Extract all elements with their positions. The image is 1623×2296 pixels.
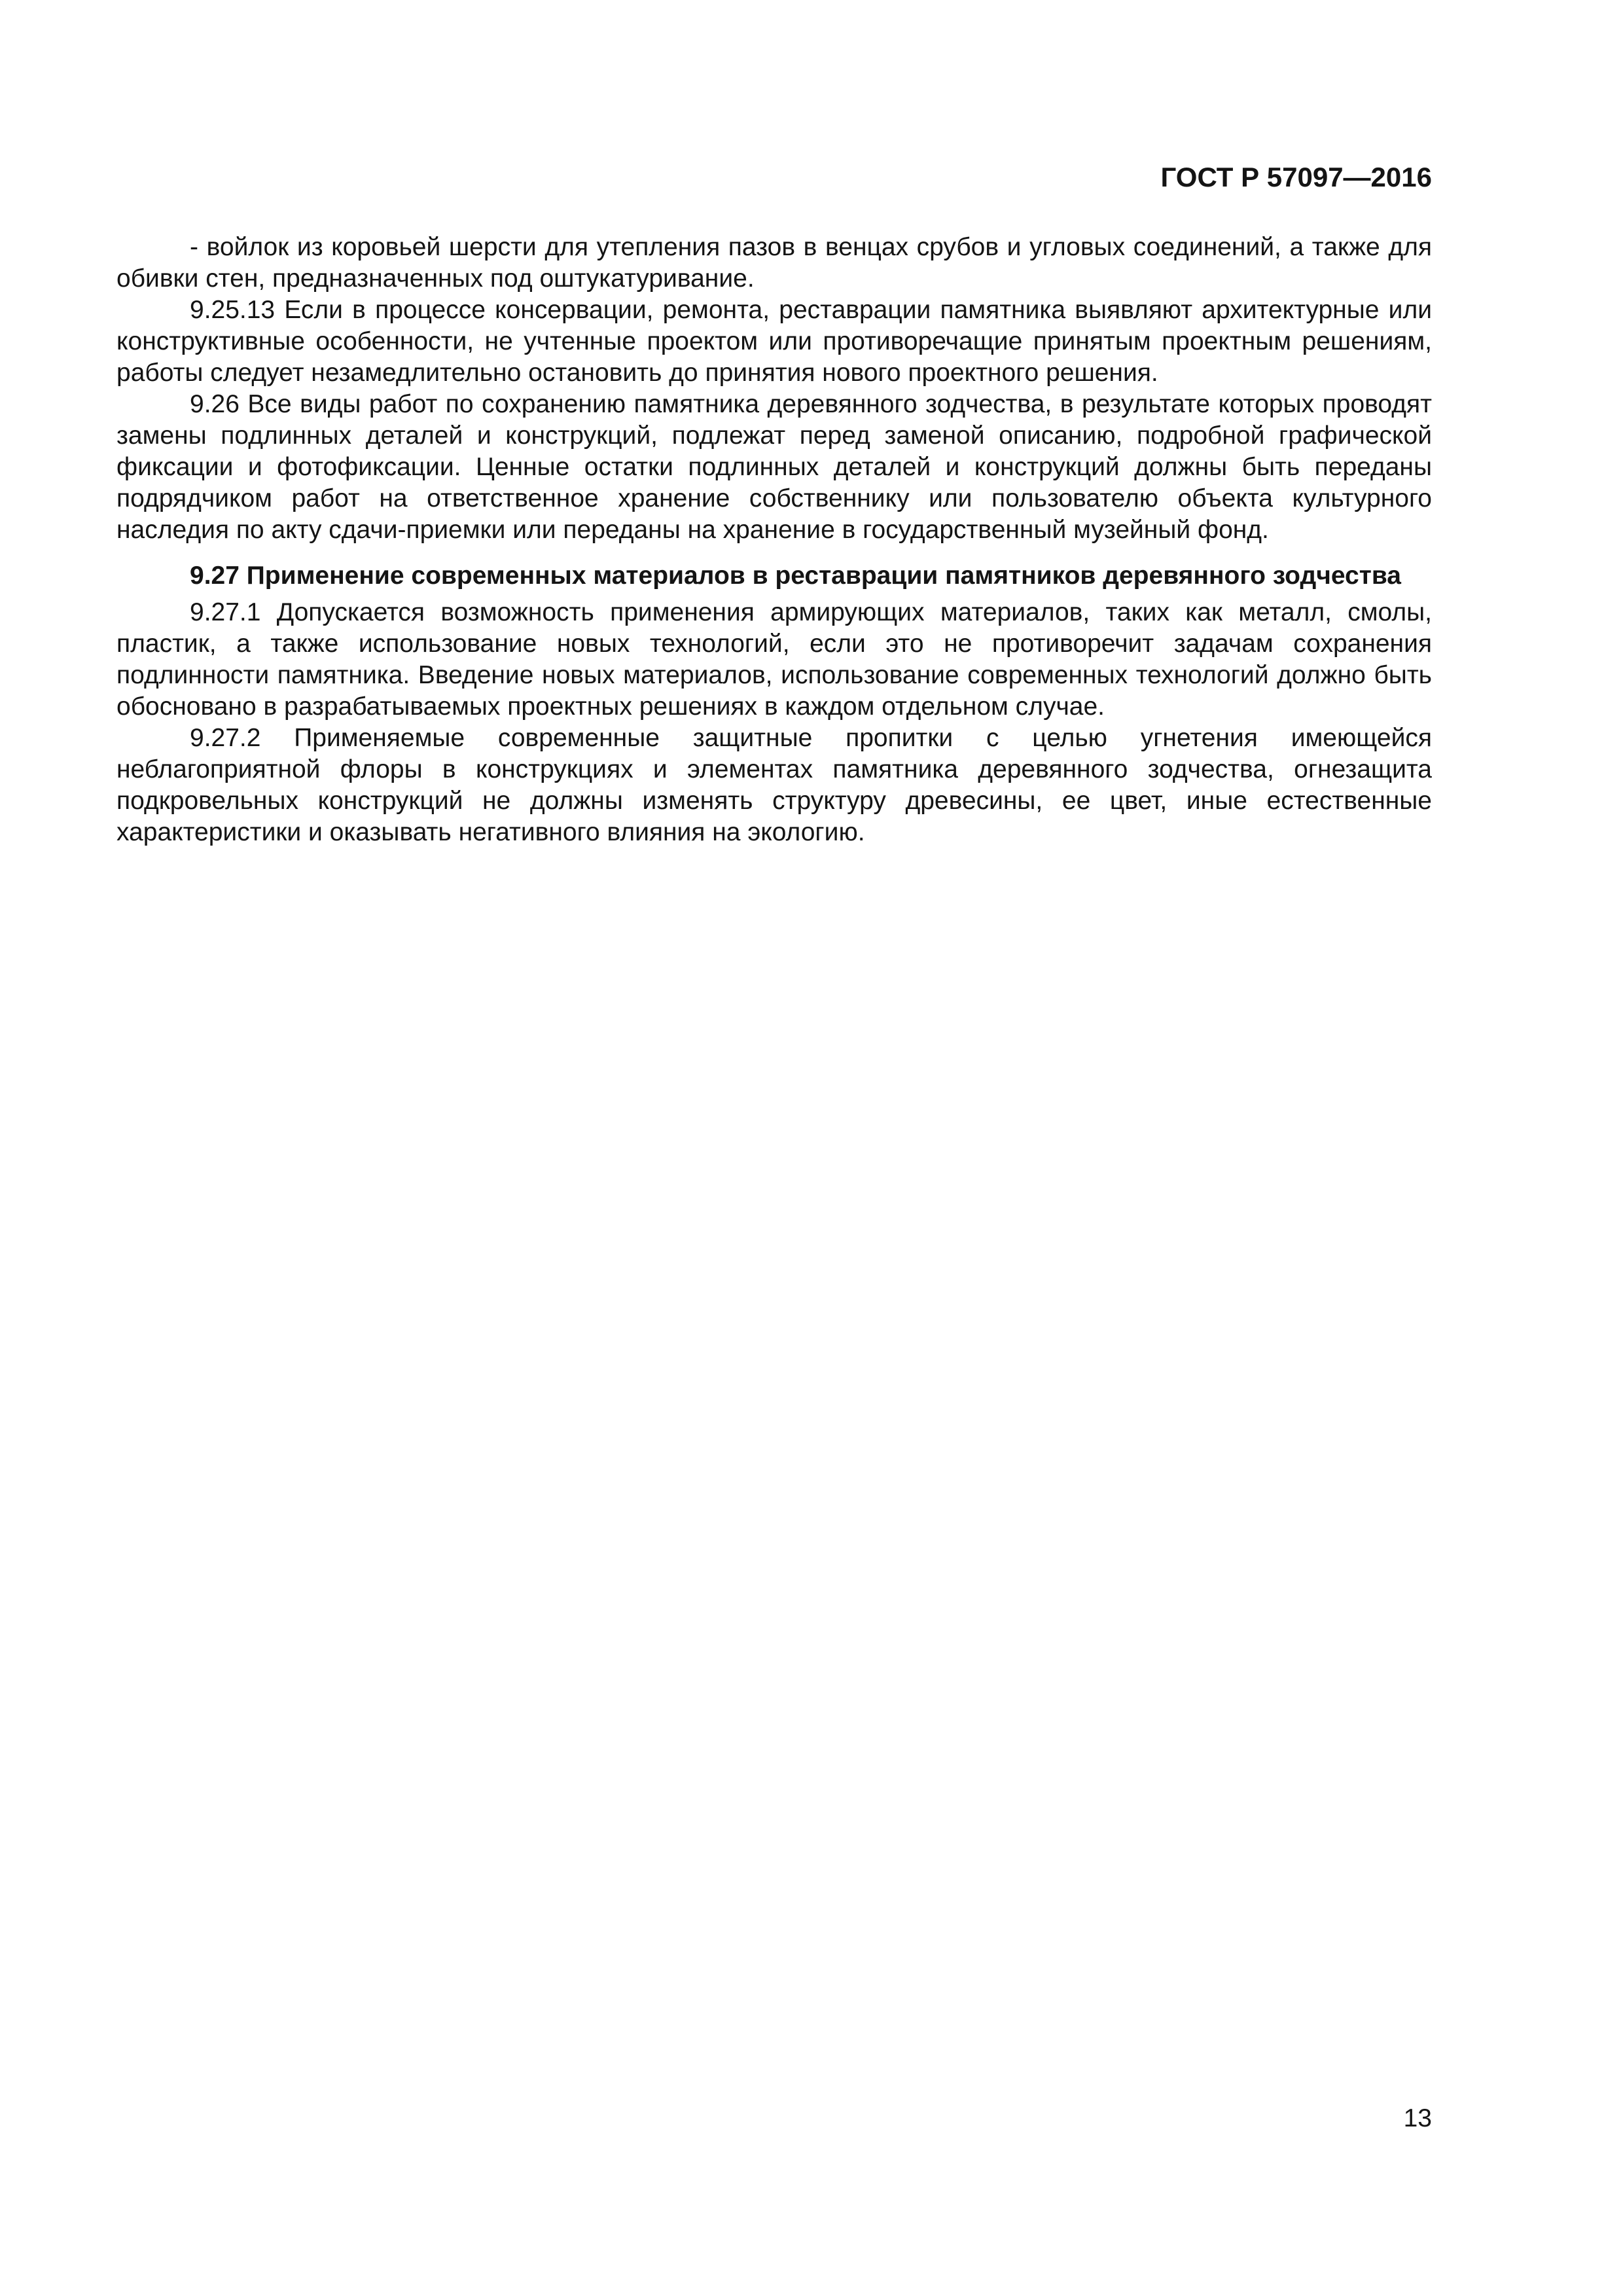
document-standard-id: ГОСТ Р 57097—2016 <box>1160 162 1432 192</box>
paragraph-9-27-2: 9.27.2 Применяемые современные защитные пропитки с целью угнетения имеющейся неблагоприятной флоры в конструкциях и элементах памятника деревянного зодчества, огнезащита подкровельных конструкций не должны изменять структуру древесины, ее цвет, иные естественные характеристики и оказывать негативного влияния на экологию. <box>116 724 1432 846</box>
paragraph-9-27-1: 9.27.1 Допускается возможность применения армирующих материалов, таких как металл, смолы, пластик, а также использование новых технологий, если это не противоречит задачам сохранения подлинности памятника. Введение новых материалов, использование современных технологий должно быть обосновано в разрабатываемых проектных решениях в каждом отдельном случае. <box>116 598 1432 721</box>
page-number: 13 <box>1403 2104 1432 2132</box>
paragraph-9-25-13: 9.25.13 Если в процессе консервации, ремонта, реставрации памятника выявляют архитектурные или конструктивные особенности, не учтенные проектом или противоречащие принятым проектным решениям, работы следует незамедлительно остановить до принятия нового проектного решения. <box>116 296 1432 387</box>
section-heading-9-27: 9.27 Применение современных материалов в реставрации памятников деревянного зодчества <box>190 562 1401 590</box>
paragraph-felt-insulation: - войлок из коровьей шерсти для утепления пазов в венцах срубов и угловых соединений, а также для обивки стен, предназначенных под оштукатуривание. <box>116 233 1432 293</box>
document-body <box>116 232 1432 848</box>
paragraph-9-26: 9.26 Все виды работ по сохранению памятника деревянного зодчества, в результате которых проводят замены подлинных деталей и конструкций, подлежат перед заменой описанию, подробной графической фиксации и фотофиксации. Ценные остатки подлинных деталей и конструкций должны быть переданы подрядчиком работ на ответственное хранение собственнику или пользователю объекта культурного наследия по акту сдачи-приемки или переданы на хранение в государственный музейный фонд. <box>116 390 1432 544</box>
